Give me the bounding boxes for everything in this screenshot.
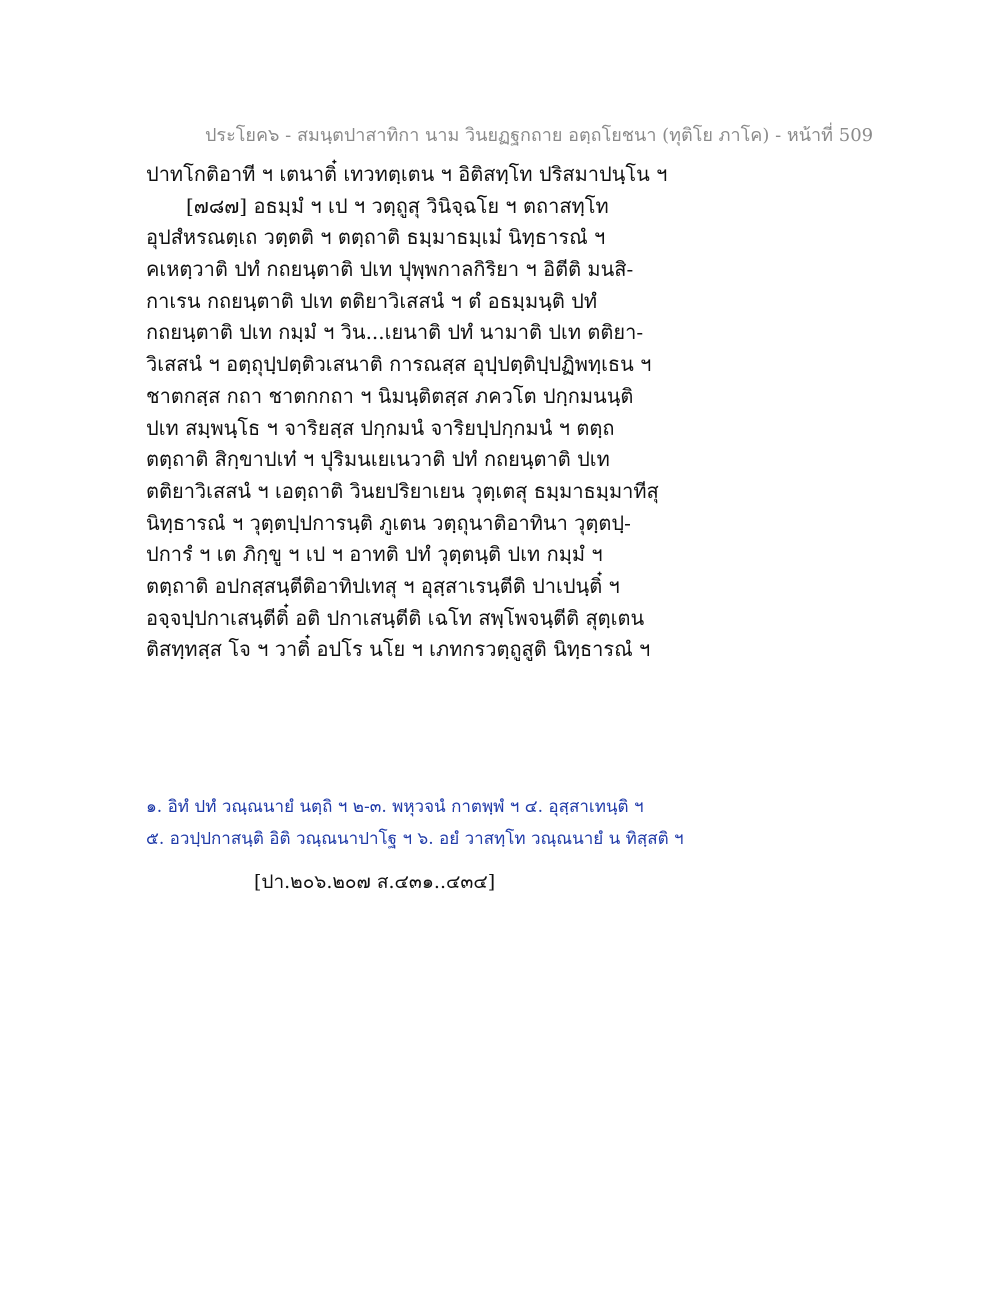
text-line: อุปสํหรณตฺเถ วตฺตติ ฯ ตตฺถาติ ธมฺมาธมฺเม๋ นิทฺธารณํ ฯ [146, 225, 606, 250]
section-heading-line: [๗๘๗] อธมฺมํ ฯ เป ฯ วตฺถูสุ วินิจฺฉโย ฯ ตถาสทฺโท [186, 193, 609, 218]
source-reference: [ปา.๒๐๖.๒๐๗ ส.๔๓๑..๔๓๔] [254, 871, 496, 893]
footnote-line: ๕. อวปฺปกาสนฺติ อิติ วณฺณนาปาโฐ ฯ ๖. อยํ วาสทฺโท วณฺณนายํ น ทิสฺสติ ฯ [146, 829, 684, 849]
text-line: คเหตฺวาติ ปทํ กถยนฺตาติ ปเท ปุพฺพกาลกิริยา ฯ อิตีติ มนสิ- [146, 257, 634, 282]
footnotes [146, 794, 866, 858]
text-line: กถยนฺตาติ ปเท กมฺมํ ฯ วิน...เยนาติ ปทํ นามาติ ปเท ตติยา- [146, 320, 644, 345]
text-line: ชาตกสฺส กถา ชาตกกถา ฯ นิมนฺติตสฺส ภควโต ปกฺกมนนฺติ [146, 383, 634, 408]
text-line: อจฺจปฺปกาเสนฺตีติ๋ อติ ปกาเสนฺตีติ เฉโท สพฺโพจนฺตีติ สุตฺเตน [146, 605, 645, 630]
text-line: ติสทฺทสฺส โจ ฯ วาติ๋ อปโร นโย ฯ เภทกรวตฺถูสูติ นิทฺธารณํ ฯ [146, 637, 651, 662]
running-header: ประโยค๖ - สมนฺตปาสาทิกา นาม วินยฏฐกถาย อตฺถโยชนา (ทุติโย ภาโค) - หน้าที่ 509 [205, 125, 874, 146]
text-line: กาเรน กถยนฺตาติ ปเท ตติยาวิเสสนํ ฯ ตํ อธมฺมนฺติ ปทํ [146, 288, 598, 313]
text-line: ตตฺถาติ อปกสฺสนฺตีติอาทิปเทสุ ฯ อุสฺสาเรนฺตีติ ปาเปนฺติ๋ ฯ [146, 573, 620, 598]
text-line: ปาทโกติอาที ฯ เตนาติ๋ เทวทตฺเตน ฯ อิติสทฺโท ปริสมาปนฺโน ฯ [146, 162, 668, 186]
main-text [146, 159, 866, 666]
text-line: นิทฺธารณํ ฯ วุตฺตปฺปการนฺติ ภูเตน วตฺถุนาติอาทินา วุตฺตปฺ- [146, 510, 631, 535]
text-line: วิเสสนํ ฯ อตฺถุปฺปตฺติวเสนาติ การณสฺส อุปฺปตฺติปฺปฏิพทฺเธน ฯ [146, 352, 652, 377]
text-line: ปเท สมฺพนฺโธ ฯ จาริยสฺส ปกฺกมนํ จาริยปฺปกฺกมนํ ฯ ตตฺถ [146, 415, 615, 440]
text-line: ตติยาวิเสสนํ ฯ เอตฺถาติ วินยปริยาเยน วุตฺเตสุ ธมฺมาธมฺมาทีสุ [146, 478, 659, 503]
text-line: ตตฺถาติ สิกฺขาปเท๋ ฯ ปุริมนเยเนวาติ ปทํ กถยนฺตาติ ปเท [146, 447, 610, 472]
text-line: ปการํ ฯ เต ภิกฺขู ฯ เป ฯ อาทติ ปทํ วุตฺตนฺติ ปเท กมฺมํ ฯ [146, 542, 603, 567]
footnote-line: ๑. อิทํ ปทํ วณฺณนายํ นตฺถิ ฯ ๒-๓. พหุวจนํ กาตพฺพํ ฯ ๔. อุสฺสาเทนฺติ ฯ [146, 797, 644, 817]
